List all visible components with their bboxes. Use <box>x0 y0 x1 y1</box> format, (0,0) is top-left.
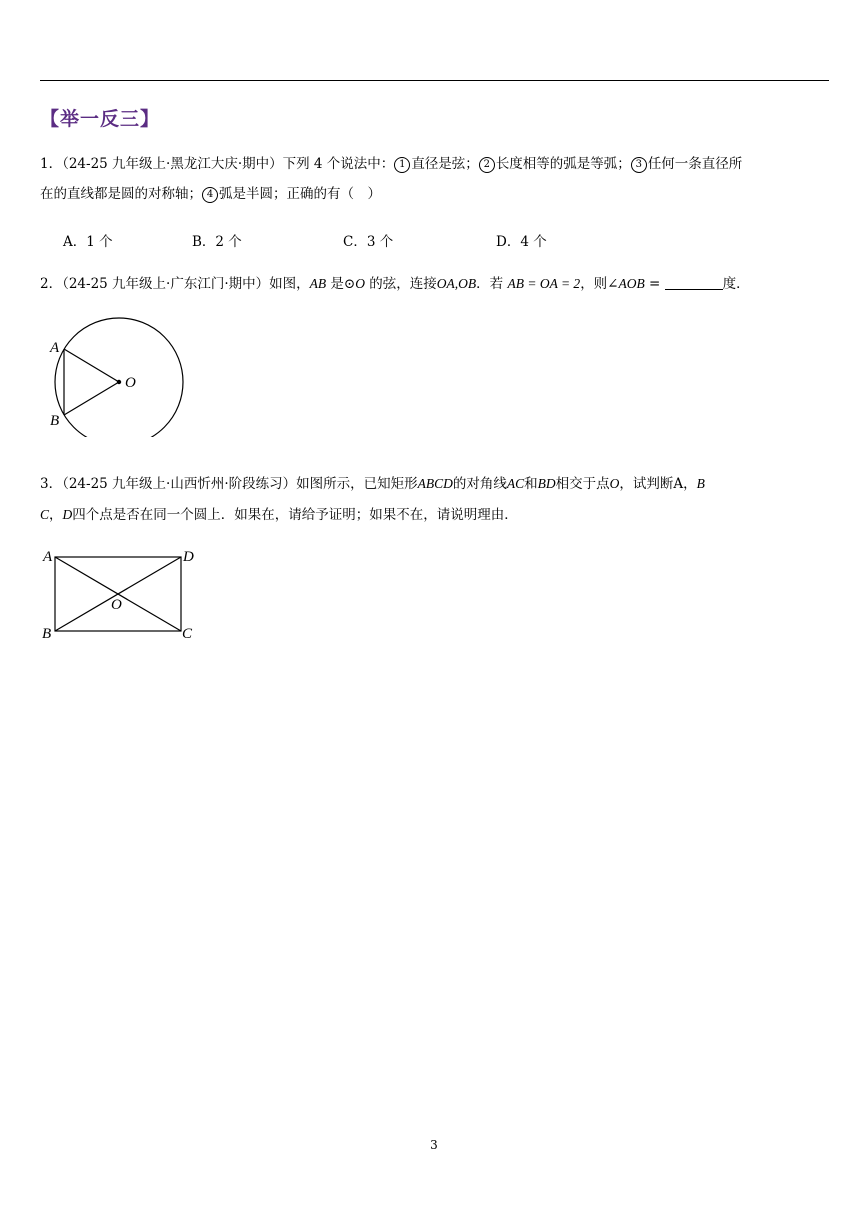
text-judge: ，试判断A， <box>619 476 697 492</box>
question-3-line-1 <box>40 475 705 493</box>
statement-2: 长度相等的弧是等弧； <box>495 156 631 172</box>
segment-oa <box>64 349 119 382</box>
math-o-point: O <box>609 476 620 491</box>
label-a: A <box>43 549 53 565</box>
statement-1: 直径是弦； <box>411 156 479 172</box>
center-point <box>117 380 121 384</box>
text-diagonals: 的对角线 <box>452 476 507 492</box>
rectangle-figure <box>38 545 203 645</box>
label-a: A <box>50 340 60 356</box>
circled-number-3: 3 <box>631 157 647 173</box>
question-3-rest: 四个点是否在同一个圆上．如果在，请给予证明；如果不在，请说明理由． <box>72 507 518 523</box>
question-1-line-2 <box>40 185 381 203</box>
page-number: 3 <box>430 1138 438 1152</box>
math-ab: AB <box>309 276 327 291</box>
math-equation: AB = OA = 2 <box>507 276 581 291</box>
option-b: B．2 个 <box>192 234 242 250</box>
text-meet: 相交于点 <box>555 476 610 492</box>
option-a: A．1 个 <box>63 234 113 250</box>
text-comma: ， <box>49 507 63 523</box>
math-ac: AC <box>506 476 525 491</box>
question-2-line <box>40 275 750 293</box>
math-bd: BD <box>537 476 556 491</box>
math-b: B <box>696 476 705 491</box>
circled-number-1: 1 <box>394 157 410 173</box>
math-o: O <box>355 276 365 291</box>
text-degree: 度． <box>722 276 750 292</box>
math-d: D <box>62 507 73 522</box>
text-if: ．若 <box>476 276 508 292</box>
question-2-number: 2． <box>40 276 63 292</box>
text-chord: 的弦，连接 <box>365 276 437 292</box>
circled-number-2: 2 <box>479 157 495 173</box>
label-c: C <box>182 626 193 642</box>
math-abcd: ABCD <box>417 476 453 491</box>
option-c: C．3 个 <box>343 234 394 250</box>
circled-number-4: 4 <box>202 187 218 203</box>
label-d: D <box>183 549 194 565</box>
segment-ob <box>64 382 119 415</box>
question-1-source: （24-25 九年级上·黑龙江大庆·期中）下列 4 个说法中： <box>62 156 395 172</box>
answer-blank <box>665 275 723 290</box>
header-rule <box>40 80 829 81</box>
label-o: O <box>111 597 122 613</box>
section-heading: 【举一反三】 <box>40 108 161 130</box>
text-is-circle: 是⊙ <box>326 276 356 292</box>
question-3-number: 3． <box>40 476 63 492</box>
question-1-number: 1． <box>40 156 63 172</box>
math-c: C <box>40 507 50 522</box>
statement-4: 弧是半圆；正确的有（ ） <box>219 186 381 202</box>
text-equals: = <box>644 276 665 292</box>
question-2-source: （24-25 九年级上·广东江门·期中）如图， <box>62 276 310 292</box>
question-1-line-1 <box>40 155 742 173</box>
text-then-angle: ，则∠ <box>580 276 619 292</box>
label-b: B <box>42 626 52 642</box>
math-oa-ob: OA,OB <box>436 276 477 291</box>
question-3-line-2 <box>40 506 518 524</box>
circle-o <box>55 318 183 437</box>
circle-figure <box>45 312 195 437</box>
statement-3-end: 在的直线都是圆的对称轴； <box>40 186 202 202</box>
statement-3-start: 任何一条直径所 <box>647 156 743 172</box>
label-o: O <box>125 375 136 391</box>
label-b: B <box>50 413 60 429</box>
text-and: 和 <box>524 476 538 492</box>
math-aob: AOB <box>618 276 645 291</box>
question-3-source: （24-25 九年级上·山西忻州·阶段练习）如图所示，已知矩形 <box>62 476 418 492</box>
option-d: D．4 个 <box>496 234 547 250</box>
